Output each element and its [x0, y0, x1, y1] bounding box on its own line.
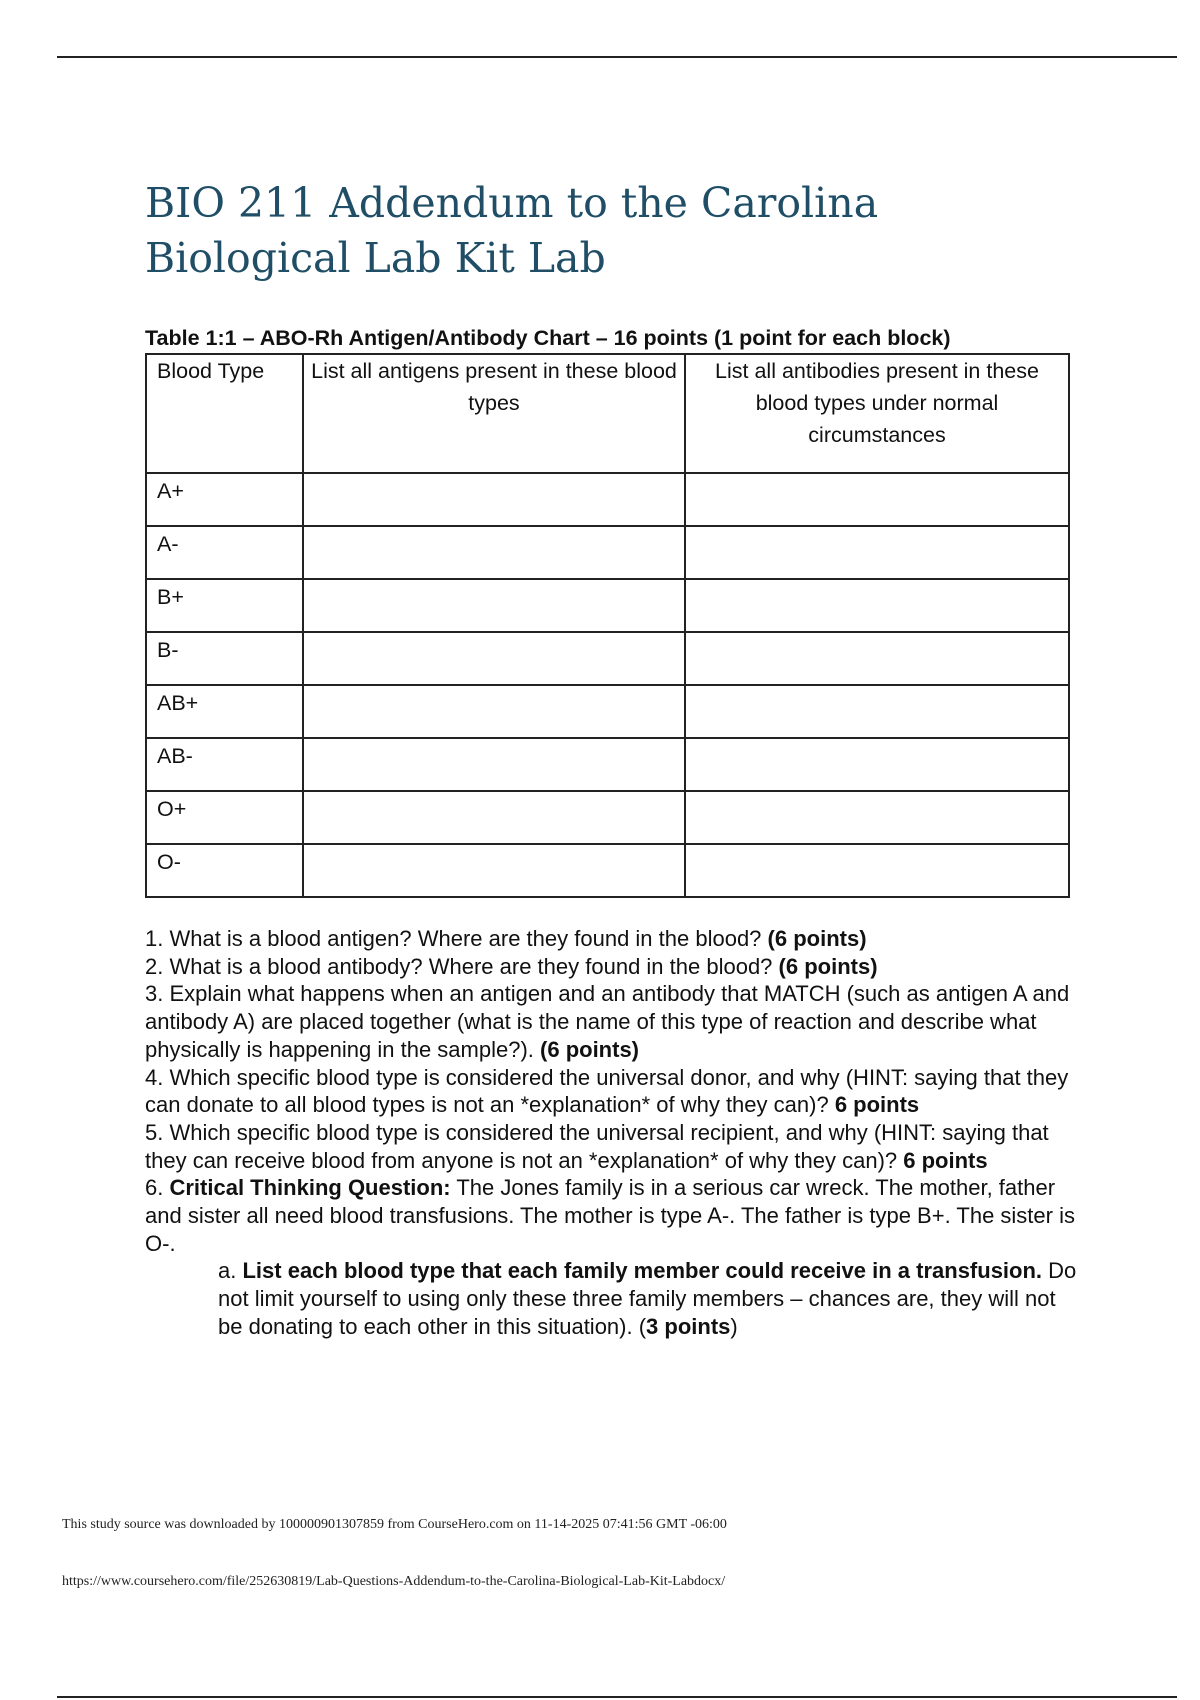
question-2-text: 2. What is a blood antibody? Where are they found in the blood? — [145, 953, 773, 979]
header-antibodies: List all antibodies present in these blood types under normal circumstances — [685, 354, 1069, 473]
blood-type-cell: A- — [146, 526, 303, 579]
table-row — [146, 844, 1069, 897]
question-6-text: The Jones family is in a serious car wreck. The mother, father and sister all need blood transfusions. The mother is type A-. The father is type B+. The sister is O-. — [145, 1175, 1075, 1256]
question-6-number: 6. — [145, 1175, 164, 1201]
header-antigens: List all antigens present in these blood types — [303, 354, 685, 473]
antigens-answer-cell[interactable] — [303, 632, 685, 685]
question-5-points: 6 points — [903, 1147, 988, 1173]
antigens-answer-cell[interactable] — [303, 844, 685, 897]
antibodies-answer-cell[interactable] — [685, 685, 1069, 738]
table-row — [146, 632, 1069, 685]
question-6a-bold: List each blood type that each family member could receive in a transfusion. — [242, 1258, 1043, 1284]
question-1 — [145, 925, 1085, 953]
antigens-answer-cell[interactable] — [303, 791, 685, 844]
question-4 — [145, 1064, 1085, 1119]
question-5 — [145, 1119, 1085, 1174]
question-6 — [145, 1174, 1085, 1257]
page-title: BIO 211 Addendum to the Carolina Biological Lab Kit Lab — [145, 179, 879, 282]
question-6a-letter: a. — [218, 1258, 237, 1284]
antigens-answer-cell[interactable] — [303, 579, 685, 632]
question-1-text: 1. What is a blood antigen? Where are they found in the blood? — [145, 926, 762, 951]
blood-type-cell: B- — [146, 632, 303, 685]
question-6a — [145, 1257, 1085, 1340]
question-3 — [145, 980, 1085, 1063]
table-row — [146, 526, 1069, 579]
blood-type-cell: AB- — [146, 738, 303, 791]
header-blood-type: Blood Type — [146, 354, 303, 473]
table-row — [146, 738, 1069, 791]
question-3-points: (6 points) — [540, 1036, 640, 1062]
antibodies-answer-cell[interactable] — [685, 738, 1069, 791]
question-2-points: (6 points) — [778, 953, 878, 979]
table-row — [146, 579, 1069, 632]
question-4-points: 6 points — [834, 1092, 920, 1118]
antibodies-answer-cell[interactable] — [685, 844, 1069, 897]
blood-type-cell: O+ — [146, 791, 303, 844]
blood-type-cell: A+ — [146, 473, 303, 526]
question-4-text: 4. Which specific blood type is considered the universal donor, and why (HINT: saying that they can donate to all blood types is not an *explanation* of why they can)? — [145, 1064, 1069, 1118]
question-6-label: Critical Thinking Question: — [169, 1175, 451, 1201]
question-2 — [145, 953, 1085, 981]
table-row — [146, 791, 1069, 844]
antibodies-answer-cell[interactable] — [685, 791, 1069, 844]
table-header-row — [146, 354, 1069, 473]
antibodies-answer-cell[interactable] — [685, 632, 1069, 685]
question-6a-close: ) — [730, 1313, 738, 1339]
antibodies-answer-cell[interactable] — [685, 579, 1069, 632]
antibodies-answer-cell[interactable] — [685, 473, 1069, 526]
antigens-answer-cell[interactable] — [303, 685, 685, 738]
blood-type-cell: B+ — [146, 579, 303, 632]
url-footer: https://www.coursehero.com/file/252630819/Lab-Questions-Addendum-to-the-Carolina-Biological-Lab-Kit-Labdocx/ — [62, 1574, 726, 1589]
footer-rule — [57, 1696, 1177, 1698]
antigens-answer-cell[interactable] — [303, 473, 685, 526]
abo-rh-chart — [145, 353, 1070, 898]
antibodies-answer-cell[interactable] — [685, 526, 1069, 579]
question-6a-text: Do not limit yourself to using only these three family members – chances are, they will not be donating to each other in this situation). ( — [218, 1258, 1077, 1339]
question-3-text: 3. Explain what happens when an antigen and an antibody that MATCH (such as antigen A and antibody A) are placed together (what is the name of this type of reaction and describe what physically is happening in the sample?). — [145, 981, 1070, 1062]
antigens-answer-cell[interactable] — [303, 526, 685, 579]
question-list — [145, 925, 1085, 1341]
table-caption: Table 1:1 – ABO-Rh Antigen/Antibody Chart – 16 points (1 point for each block) — [145, 326, 951, 350]
blood-type-cell: AB+ — [146, 685, 303, 738]
question-6a-points: 3 points — [646, 1313, 731, 1339]
question-1-points: (6 points) — [767, 926, 867, 951]
blood-type-cell: O- — [146, 844, 303, 897]
question-5-text: 5. Which specific blood type is considered the universal recipient, and why (HINT: saying that they can receive blood from anyone is not an *explanation* of why they can)? — [145, 1119, 1049, 1173]
header-rule — [57, 56, 1177, 58]
table-row — [146, 685, 1069, 738]
table-row — [146, 473, 1069, 526]
source-footer: This study source was downloaded by 100000901307859 from CourseHero.com on 11-14-2025 07:41:56 GMT -06:00 — [62, 1517, 727, 1532]
antigens-answer-cell[interactable] — [303, 738, 685, 791]
